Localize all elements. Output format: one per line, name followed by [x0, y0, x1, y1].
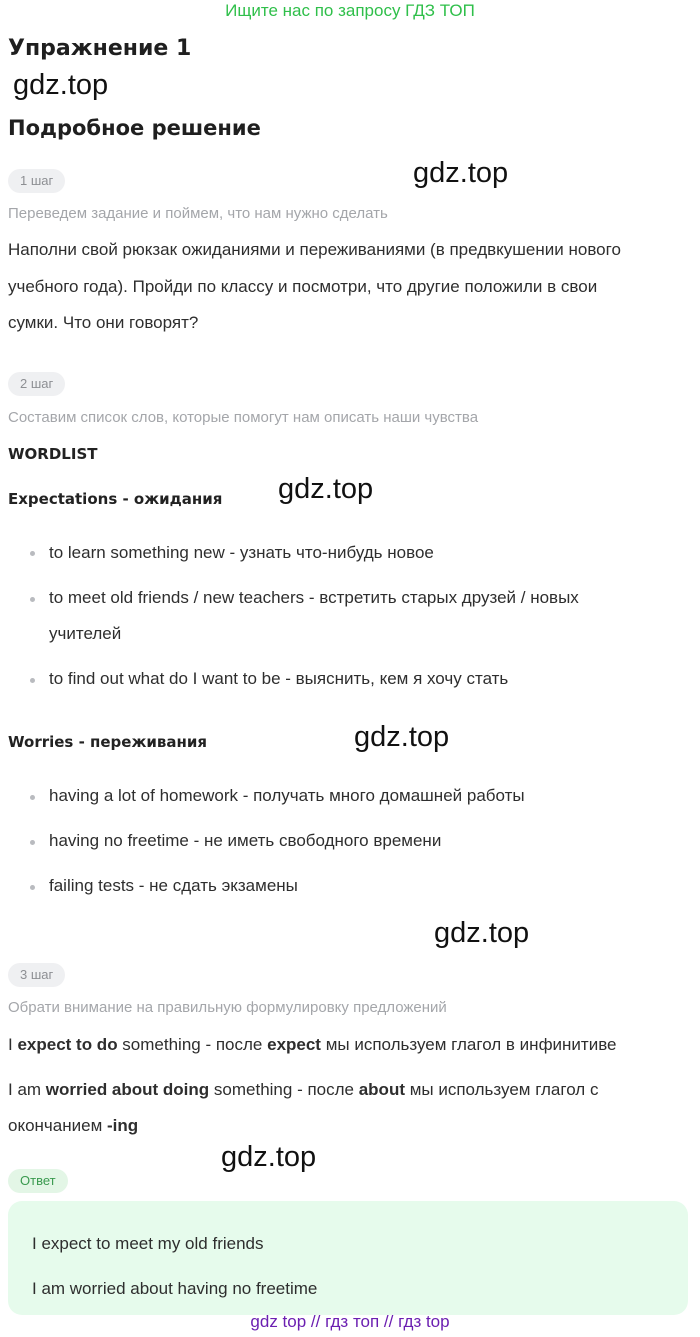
bullet-dot [30, 885, 35, 890]
section-title: Подробное решение [8, 116, 261, 140]
answer-badge: Ответ [8, 1169, 68, 1193]
footer-links: gdz top // гдз топ // гдз top [250, 1312, 450, 1331]
rule-line-ing: I am worried about doing something - после about мы используем глагол с [8, 1080, 599, 1099]
bullet-dot [30, 678, 35, 683]
watermark: gdz.top [278, 473, 374, 505]
watermark: gdz.top [434, 917, 530, 949]
list-item: to find out what do I want to be - выяснить, кем я хочу стать [49, 669, 509, 688]
list-item: failing tests - не сдать экзамены [49, 876, 298, 895]
watermark: gdz.top [413, 157, 509, 189]
exercise-title: Упражнение 1 [8, 36, 192, 61]
step-3-hint: Обрати внимание на правильную формулировку предложений [8, 999, 447, 1016]
watermark: gdz.top [221, 1141, 317, 1173]
search-banner: Ищите нас по запросу ГДЗ ТОП [225, 1, 475, 20]
wordlist-heading: WORDLIST [8, 445, 98, 463]
list-item: to learn something new - узнать что-нибудь новое [49, 543, 434, 562]
step-3-badge: 3 шаг [8, 963, 65, 987]
bullet-dot [30, 840, 35, 845]
bullet-dot [30, 597, 35, 602]
list-item: having a lot of homework - получать много домашней работы [49, 786, 525, 805]
list-item: to meet old friends / new teachers - встретить старых друзей / новых [49, 588, 579, 607]
step-2-hint: Составим список слов, которые помогут нам описать наши чувства [8, 409, 479, 426]
bullet-dot [30, 551, 35, 556]
task-text-line: Наполни свой рюкзак ожиданиями и переживаниями (в предвкушении нового [8, 240, 621, 259]
answer-line: I expect to meet my old friends [32, 1234, 264, 1253]
rule-line-infinitive: I expect to do something - после expect мы используем глагол в инфинитиве [8, 1035, 617, 1054]
task-text-line: учебного года). Пройди по классу и посмотри, что другие положили в свои [8, 277, 598, 296]
worries-heading: Worries - переживания [8, 733, 208, 751]
task-text-line: сумки. Что они говорят? [8, 313, 199, 332]
list-item: having no freetime - не иметь свободного времени [49, 831, 442, 850]
watermark: gdz.top [354, 721, 450, 753]
list-item-continuation: учителей [49, 624, 122, 643]
bullet-dot [30, 795, 35, 800]
watermark: gdz.top [13, 69, 109, 101]
answer-line: I am worried about having no freetime [32, 1279, 318, 1298]
step-1-hint: Переведем задание и поймем, что нам нужно сделать [8, 205, 388, 222]
expectations-heading: Expectations - ожидания [8, 490, 223, 508]
step-1-badge: 1 шаг [8, 169, 65, 193]
rule-line-ing-continuation: окончанием -ing [8, 1116, 139, 1135]
step-2-badge: 2 шаг [8, 372, 65, 396]
